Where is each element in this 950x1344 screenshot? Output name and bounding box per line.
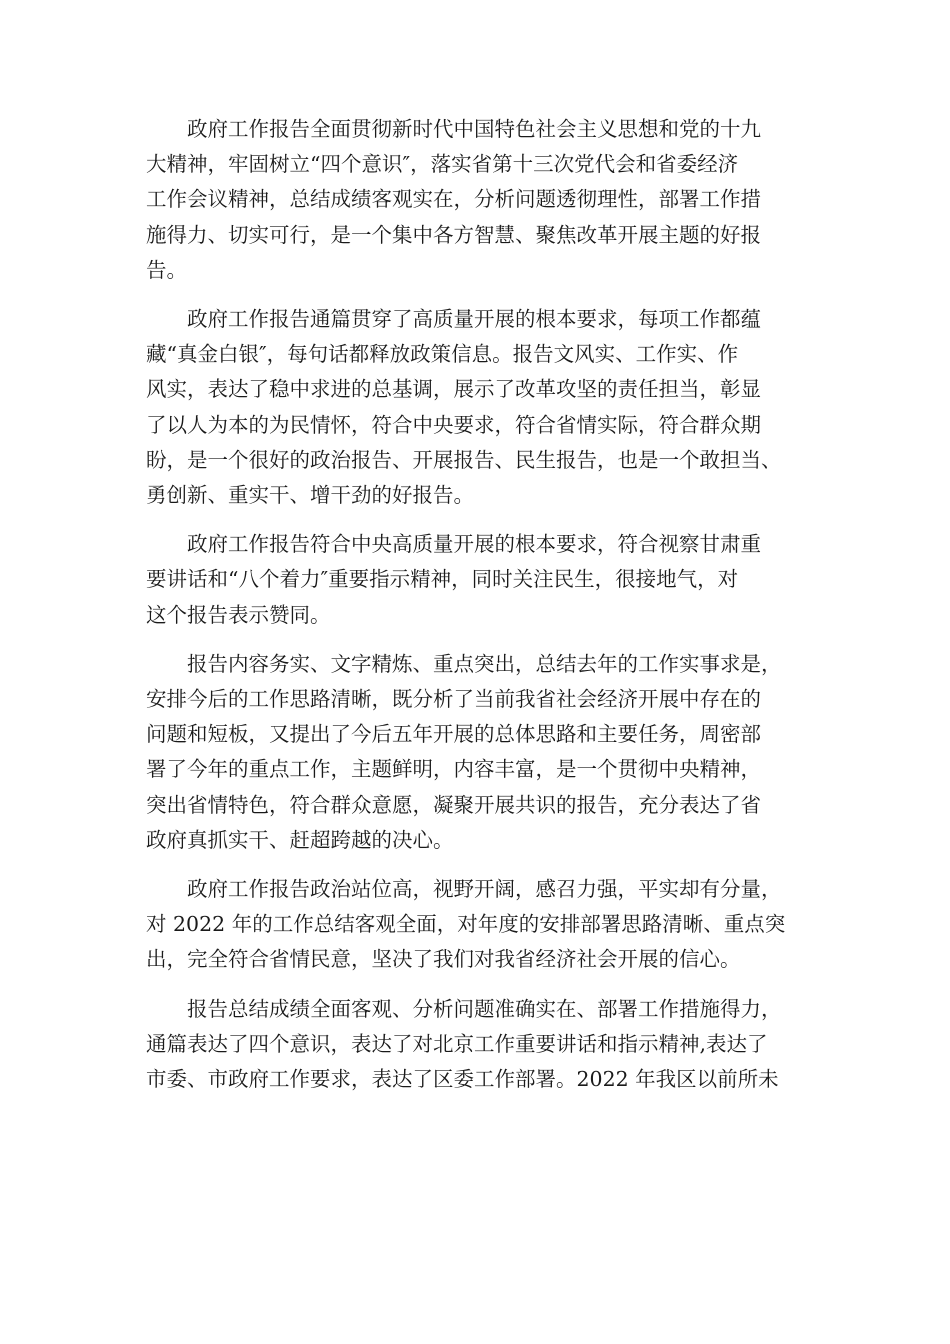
paragraph-1 [146, 112, 806, 288]
paragraph-line: 施得力、切实可行，是一个集中各方智慧、聚焦改革开展主题的好报 [146, 222, 761, 247]
paragraph-6 [146, 992, 806, 1098]
paragraph-line: 对 2022 年的工作总结客观全面，对年度的安排部署思路清晰、重点突 [146, 912, 786, 937]
paragraph-line: 盼，是一个很好的政治报告、开展报告、民生报告，也是一个敢担当、 [146, 447, 782, 472]
paragraph-line: 政府工作报告全面贯彻新时代中国特色社会主义思想和党的十九 [187, 117, 761, 141]
paragraph-line: 安排今后的工作思路清晰，既分析了当前我省社会经济开展中存在的 [146, 687, 761, 712]
paragraph-line: 报告总结成绩全面客观、分析问题准确实在、部署工作措施得力， [187, 996, 782, 1021]
paragraph-line: 勇创新、重实干、增干劲的好报告。 [146, 483, 474, 508]
paragraph-line: 要讲话和“八个着力″重要指示精神，同时关注民生，很接地气，对 [146, 567, 739, 592]
paragraph-line: 问题和短板，又提出了今后五年开展的总体思路和主要任务，周密部 [146, 722, 761, 747]
paragraph-line: 告。 [146, 257, 187, 282]
paragraph-line: 出，完全符合省情民意，坚决了我们对我省经济社会开展的信心。 [146, 947, 741, 972]
paragraph-5 [146, 872, 806, 978]
paragraph-line: 市委、市政府工作要求，表达了区委工作部署。2022 年我区以前所未 [146, 1067, 779, 1092]
paragraph-line: 通篇表达了四个意识，表达了对北京工作重要讲话和指示精神,表达了 [146, 1031, 768, 1056]
paragraph-line: 署了今年的重点工作，主题鲜明，内容丰富，是一个贯彻中央精神， [146, 757, 761, 782]
paragraph-line: 藏“真金白银″，每句话都释放政策信息。报告文风实、工作实、作 [146, 342, 739, 367]
paragraph-line: 政府真抓实干、赶超跨越的决心。 [146, 827, 454, 852]
paragraph-line: 了以人为本的为民情怀，符合中央要求，符合省情实际，符合群众期 [146, 412, 761, 437]
paragraph-2 [146, 302, 806, 513]
paragraph-line: 大精神，牢固树立“四个意识″，落实省第十三次党代会和省委经济 [146, 152, 739, 177]
paragraph-line: 风实，表达了稳中求进的总基调，展示了改革攻坚的责任担当，彰显 [146, 377, 761, 402]
document-body [146, 112, 806, 1111]
paragraph-3 [146, 527, 806, 633]
paragraph-line: 工作会议精神，总结成绩客观实在，分析问题透彻理性，部署工作措 [146, 187, 761, 212]
paragraph-line: 这个报告表示赞同。 [146, 602, 331, 627]
paragraph-line: 政府工作报告符合中央高质量开展的根本要求，符合视察甘肃重 [187, 532, 761, 557]
paragraph-4 [146, 647, 806, 858]
paragraph-line: 政府工作报告通篇贯穿了高质量开展的根本要求，每项工作都蕴 [187, 307, 761, 332]
paragraph-line: 突出省情特色，符合群众意愿，凝聚开展共识的报告，充分表达了省 [146, 792, 761, 817]
paragraph-line: 报告内容务实、文字精炼、重点突出，总结去年的工作实事求是， [187, 651, 782, 676]
paragraph-line: 政府工作报告政治站位高，视野开阔，感召力强，平实却有分量， [187, 877, 782, 902]
